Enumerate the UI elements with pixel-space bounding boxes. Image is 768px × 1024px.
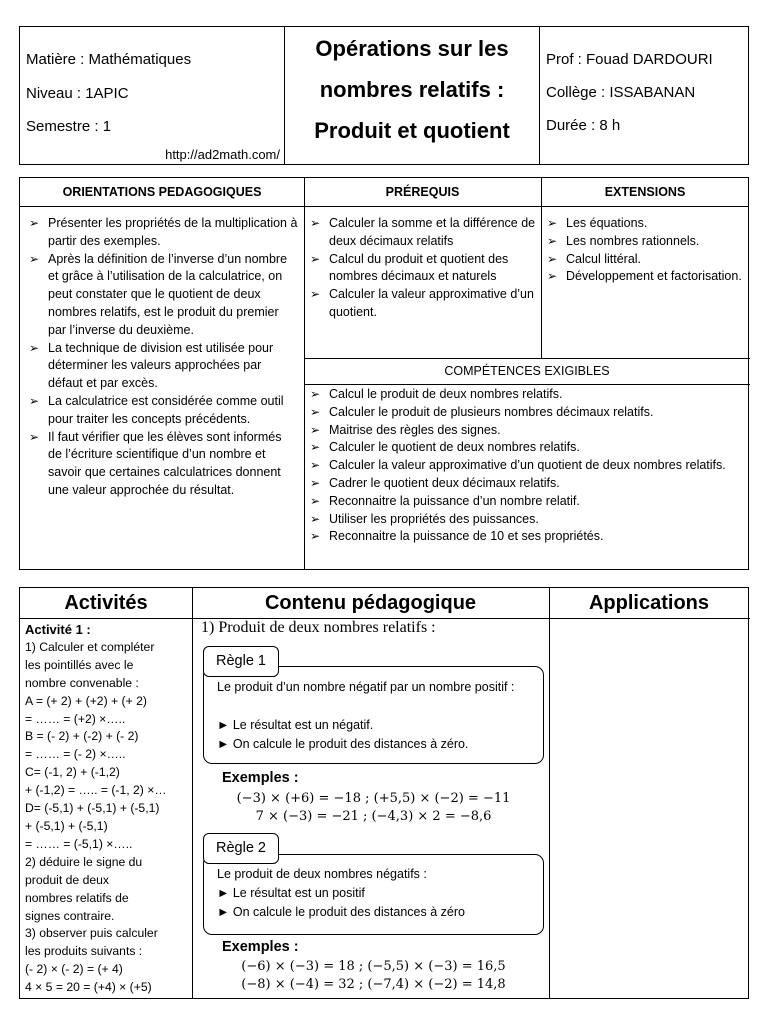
activity-line: C= (-1, 2) + (-1,2)	[25, 765, 120, 780]
divider	[549, 588, 550, 999]
list-item: ➢ Calculer le produit de plusieurs nombres décimaux relatifs.	[307, 404, 745, 422]
list-item: ➢ Cadrer le quotient deux décimaux relatifs.	[307, 475, 745, 493]
activity-line: les produits suivants :	[25, 944, 143, 959]
list-item: ➢ Calcul le produit de deux nombres relatifs.	[307, 386, 745, 404]
list-item: ➢ Maitrise des règles des signes.	[307, 422, 745, 440]
examples-2-title: Exemples :	[222, 939, 299, 955]
examples-1-line-1: (−3) × (+6) = −18 ; (+5,5) × (−2) = −11	[236, 791, 511, 806]
activity-line: (- 2) × (- 2) = (+ 4)	[25, 962, 123, 977]
activity-line: les pointillés avec le	[25, 657, 134, 672]
divider	[192, 588, 193, 999]
contenu-header: Contenu pédagogique	[264, 592, 477, 614]
prerequis-list	[307, 215, 536, 322]
list-item: ➢ Après la définition de l’inverse d’un nombre et grâce à l’utilisation de la calculatrice, on peut constater que le quotient de deux nombres relatifs, est le produit du premier par l’inverse du deuxième.	[26, 251, 298, 340]
activites-header: Activités	[64, 592, 148, 614]
triangle-bullet-icon: ►	[217, 718, 230, 732]
activity-line: produit de deux	[25, 872, 110, 887]
list-item: ➢ Utiliser les propriétés des puissances.	[307, 511, 745, 529]
activity-line: 2) déduire le signe du	[25, 854, 143, 869]
header-info-right	[540, 27, 748, 164]
rule-1-bullet-1	[217, 716, 537, 735]
triangle-bullet-icon: ►	[217, 886, 230, 900]
activity-line: nombre convenable :	[25, 675, 139, 690]
divider	[304, 384, 750, 385]
list-item: ➢ Calculer la valeur approximative d’un quotient de deux nombres relatifs.	[307, 457, 745, 475]
activity-line: + (-5,1) + (-5,1)	[25, 818, 108, 833]
activity-line: = …… = (-5,1) ×…..	[25, 836, 133, 851]
header-info-left	[20, 27, 285, 164]
activity-line: 4 × 5 = 20 = (+4) × (+5)	[25, 980, 152, 995]
examples-2-line-2: (−8) × (−4) = 32 ; (−7,4) × (−2) = 14,8	[241, 977, 506, 992]
extensions-header: EXTENSIONS	[541, 178, 749, 207]
header-title-block	[285, 27, 540, 164]
orientations-header: ORIENTATIONS PEDAGOGIQUES	[20, 178, 304, 207]
activity-block	[25, 621, 190, 997]
activity-line: = …… = (- 2) ×…..	[25, 747, 126, 762]
activity-line: D= (-5,1) + (-5,1) + (-5,1)	[25, 801, 160, 816]
title-line-3: Produit et quotient	[314, 118, 510, 143]
list-item: ➢ Calcul littéral.	[544, 251, 744, 269]
list-item: ➢ Calculer la valeur approximative d’un quotient.	[307, 286, 536, 322]
rule-2-text: Le produit de deux nombres négatifs :	[217, 867, 427, 881]
orientations-list	[26, 215, 298, 500]
list-item: ➢ Les équations.	[544, 215, 744, 233]
list-item: ➢ Il faut vérifier que les élèves sont informés de l’écriture scientifique d’un nombre et savoir que certaines calculatrices donnent une valeur approchée du résultat.	[26, 429, 298, 500]
examples-2-line-1: (−6) × (−3) = 18 ; (−5,5) × (−3) = 16,5	[241, 959, 506, 974]
list-item: ➢ Calcul du produit et quotient des nombres décimaux et naturels	[307, 251, 536, 287]
activity-title: Activité 1 :	[25, 622, 91, 637]
list-item: ➢ La technique de division est utilisée pour déterminer les valeurs approchées par défaut et par excès.	[26, 340, 298, 393]
header-table	[19, 26, 749, 165]
activity-line: nombres relatifs de	[25, 890, 129, 905]
activity-line: signes contraire.	[25, 908, 115, 923]
teacher-label: Prof : Fouad DARDOURI	[546, 51, 713, 68]
list-item: ➢ Reconnaitre la puissance de 10 et ses propriétés.	[307, 528, 745, 546]
rule-2-bullet-1-text: Le résultat est un positif	[232, 886, 365, 900]
rule-1-bullet-2	[217, 735, 537, 754]
semester-label: Semestre : 1	[26, 118, 112, 135]
list-item: ➢ Les nombres rationnels.	[544, 233, 744, 251]
lesson-table	[19, 587, 749, 999]
rule-2-bullet-2	[217, 903, 537, 922]
activity-line: = …… = (+2) ×…..	[25, 711, 126, 726]
college-label: Collège : ISSABANAN	[546, 84, 696, 101]
list-item: ➢ Reconnaitre la puissance d’un nombre relatif.	[307, 493, 745, 511]
list-item: ➢ Calculer la somme et la différence de deux décimaux relatifs	[307, 215, 536, 251]
list-item: ➢ Calculer le quotient de deux nombres relatifs.	[307, 439, 745, 457]
triangle-bullet-icon: ►	[217, 905, 230, 919]
divider	[541, 178, 542, 358]
level-label: Niveau : 1APIC	[26, 85, 129, 102]
examples-1-title: Exemples :	[222, 770, 299, 786]
duration-label: Durée : 8 h	[546, 117, 621, 134]
activity-line: 1) Calculer et compléter	[25, 639, 155, 654]
activity-line: + (-1,2) = ….. = (-1, 2) ×…	[25, 783, 167, 798]
competences-header: COMPÉTENCES EXIGIBLES	[444, 364, 610, 378]
list-item: ➢ Présenter les propriétés de la multiplication à partir des exemples.	[26, 215, 298, 251]
activity-line: 3) observer puis calculer	[25, 926, 158, 941]
rule-1-text: Le produit d’un nombre négatif par un nombre positif :	[217, 680, 515, 694]
prerequis-header: PRÉREQUIS	[304, 178, 541, 207]
title-line-2: nombres relatifs :	[319, 77, 505, 102]
title-line-1: Opérations sur les	[315, 36, 509, 61]
triangle-bullet-icon: ►	[217, 737, 230, 751]
section-title: 1) Produit de deux nombres relatifs :	[201, 619, 436, 636]
extensions-list	[544, 215, 744, 286]
site-url: http://ad2math.com/	[165, 147, 280, 162]
applications-header: Applications	[588, 592, 709, 614]
list-item: ➢ Développement et factorisation.	[544, 268, 744, 286]
rule-2-bullet-2-text: On calcule le produit des distances à zéro	[232, 905, 465, 919]
subject-label: Matière : Mathématiques	[26, 51, 192, 68]
rule-1-bullet-1-text: Le résultat est un négatif.	[232, 718, 374, 732]
objectives-table	[19, 177, 749, 570]
examples-1-line-2: 7 × (−3) = −21 ; (−4,3) × 2 = −8,6	[255, 809, 492, 824]
rule-2-label: Règle 2	[203, 833, 279, 864]
activity-line: A = (+ 2) + (+2) + (+ 2)	[25, 693, 147, 708]
rule-2-bullet-1	[217, 884, 537, 903]
competences-list	[307, 386, 745, 546]
rule-1-bullet-2-text: On calcule le produit des distances à zéro.	[232, 737, 469, 751]
list-item: ➢ La calculatrice est considérée comme outil pour traiter les concepts précédents.	[26, 393, 298, 429]
rule-1-label: Règle 1	[203, 646, 279, 677]
activity-line: B = (- 2) + (-2) + (- 2)	[25, 729, 139, 744]
